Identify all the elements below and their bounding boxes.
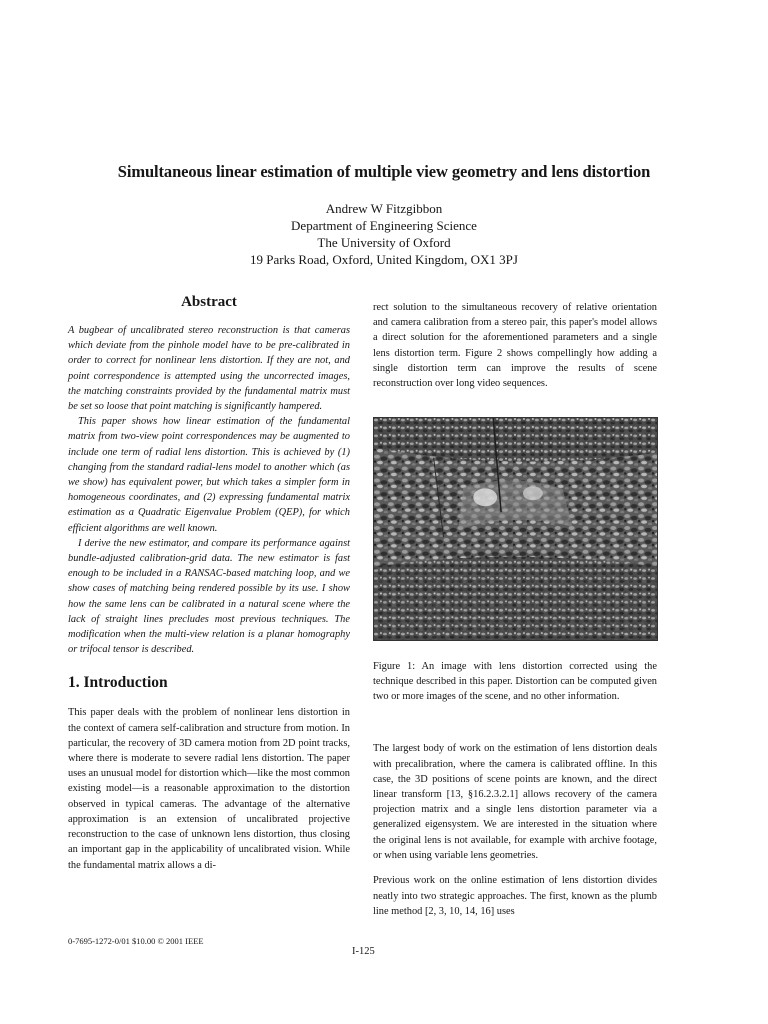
foliage-photo [374, 418, 657, 640]
page-number: I-125 [352, 946, 375, 957]
left-column [68, 292, 350, 873]
introduction-heading: 1. Introduction [68, 674, 168, 692]
right-top-paragraph: rect solution to the simultaneous recovery of relative orientation and camera calibration from a stereo pair, this paper's model allows a direct solution for the aforementioned parameters and a single lens distortion term. Figure 2 shows compellingly how adding a single distortion term can improve the results of scene reconstruction over long video sequences. [373, 302, 657, 390]
paper-title: Simultaneous linear estimation of multiple view geometry and lens distortion [117, 162, 651, 181]
figure-1-image [373, 417, 658, 641]
introduction-paragraph: This paper deals with the problem of nonlinear lens distortion in the context of camera self-calibration and structure from motion. In particular, the recovery of 3D camera motion from 2D point tracks, where there is moderate to severe radial lens distortion. The paper uses an unusual model for distortion which—like the most common existing model—is a reasonable approximation to the distortion observed in typical cameras. The advantage of the alternative approximation is an extension of uncalibrated projective reconstruction to the case of unknown lens distortion, thus closing an important gap in the applicability of uncalibrated vision. While the fundamental matrix allows a di- [68, 707, 350, 871]
right-column-top [373, 300, 657, 391]
related-work-paragraph-2: Previous work on the online estimation of lens distortion divides neatly into two strategic approaches. The first, known as the plumb line method [2, 3, 10, 14, 16] uses [373, 875, 657, 917]
right-column-lower [373, 731, 657, 929]
author-address: 19 Parks Road, Oxford, United Kingdom, OX1 3PJ [250, 252, 518, 267]
copyright-notice: 0-7695-1272-0/01 $10.00 © 2001 IEEE [68, 936, 204, 946]
related-work-paragraph-1: The largest body of work on the estimation of lens distortion deals with precalibration, where the camera is calibrated offline. In this case, the 3D positions of scene points are known, and the direct linear transform [13, §16.2.3.2.1] allows recovery of the camera projection matrix and a single lens distortion parameter via a generalized eigensystem. We are interested in the situation where the original lens is not available, for example with archive footage, or when using variable lens geometries. [373, 743, 657, 861]
abstract-heading: Abstract [181, 294, 237, 310]
abstract-section [68, 292, 350, 657]
abstract-paragraph-3: I derive the new estimator, and compare its performance against bundle-adjusted calibration-grid data. The new estimator is fast enough to be included in a RANSAC-based matching loop, and we show cases of matching being rendered possible by its use. I show how the same lens can be calibrated in a natural scene where the lack of straight lines precludes most previous techniques. The modification when the multi-view relation is a planar homography or trifocal tensor is described. [68, 537, 350, 656]
author-university: The University of Oxford [317, 235, 451, 250]
author-department: Department of Engineering Science [291, 218, 477, 233]
author-name: Andrew W Fitzgibbon [325, 201, 443, 216]
figure-1-caption: Figure 1: An image with lens distortion corrected using the technique described in this paper. Distortion can be computed given two or more images of the scene, and no other information. [373, 661, 657, 703]
abstract-paragraph-2: This paper shows how linear estimation of the fundamental matrix from two-view point correspondences may be augmented to include one term of radial lens distortion. This is achieved by (1) changing from the standard radial-lens model to another which (as we show) has equivalent power, but which takes a simpler form in homogeneous coordinates, and (2) expressing fundamental matrix estimation as a Quadratic Eigenvalue Problem (QEP), for which efficient algorithms are well known. [68, 416, 350, 534]
abstract-paragraph-1: A bugbear of uncalibrated stereo reconstruction is that cameras which deviate from the pinhole model have to be pre-calibrated in order to correct for nonlinear lens distortion. If they are not, and point correspondence is attempted using the uncorrected images, the matching constraints provided by the fundamental matrix must be set so loose that point matching is significantly hampered. [68, 325, 350, 413]
author-block [0, 200, 768, 268]
